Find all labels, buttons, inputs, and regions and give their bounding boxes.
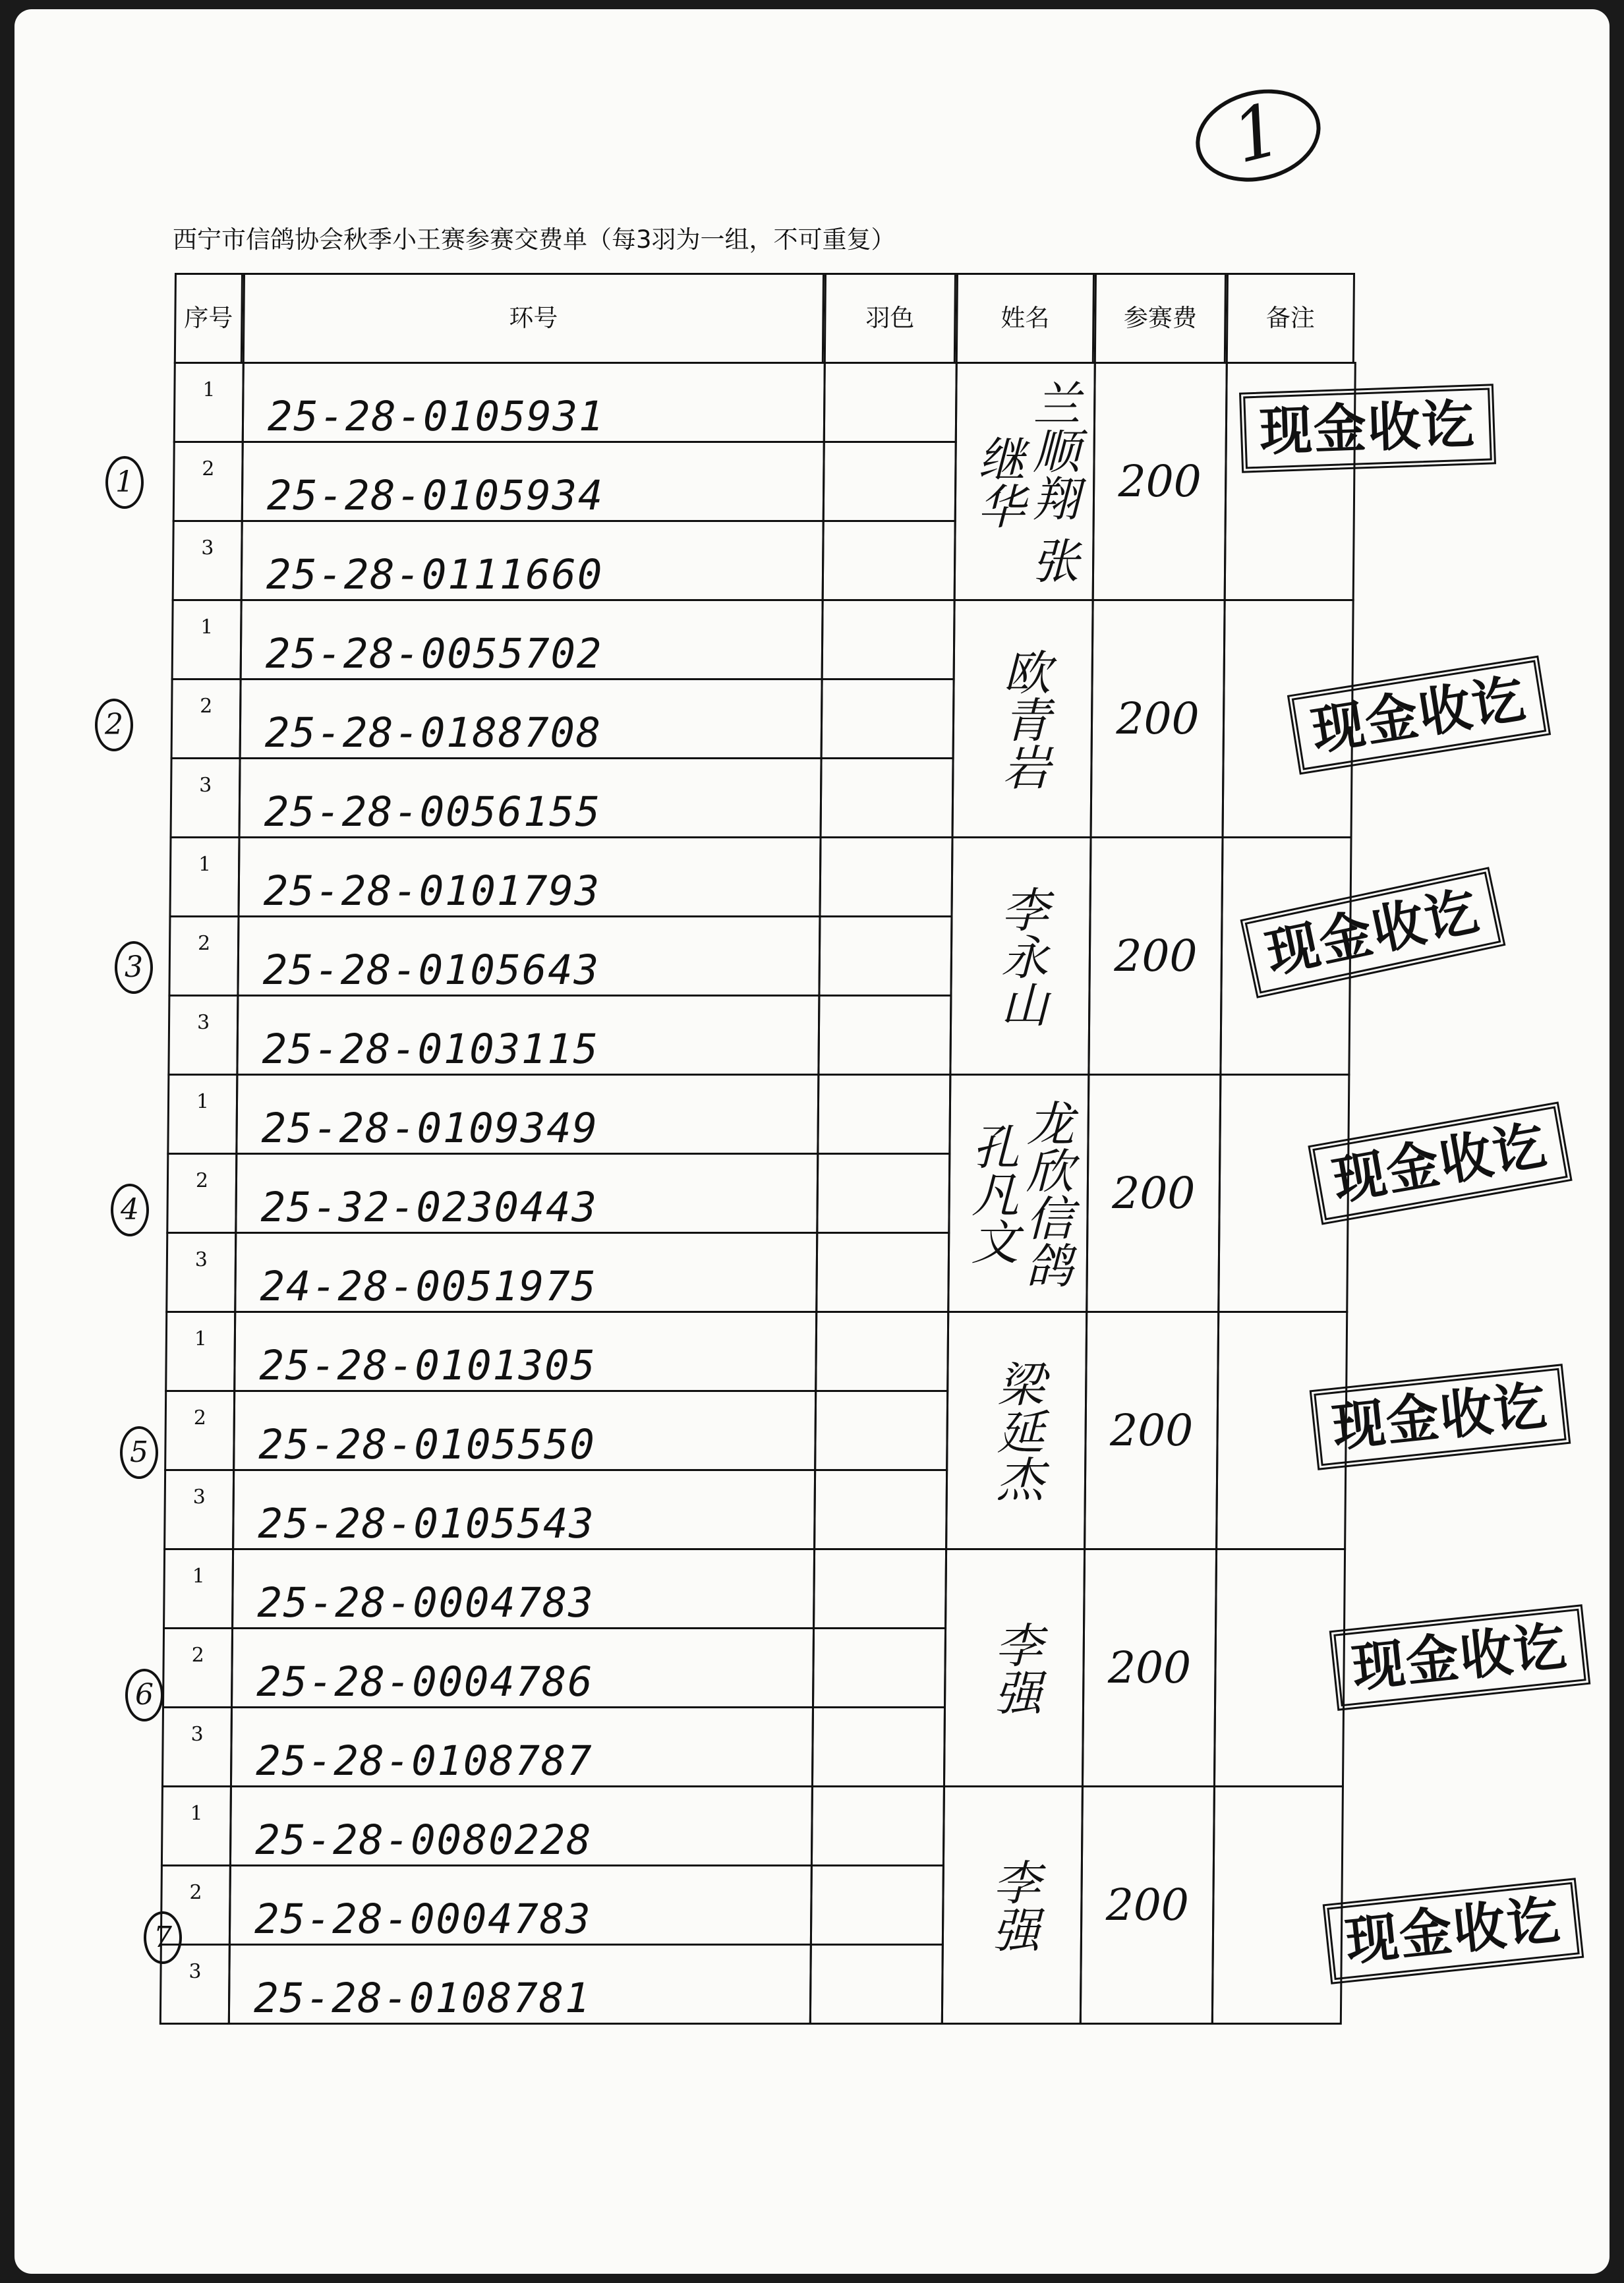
cash-received-stamp: 现金收讫 bbox=[1323, 1878, 1584, 1984]
seq-cell: 1 bbox=[161, 1785, 232, 1866]
seq-cell: 2 bbox=[166, 1153, 237, 1234]
name-cell: 龙欣信鸽 孔凡文 bbox=[947, 1074, 1089, 1313]
ring-number-cell: 25-28-0105643 bbox=[237, 915, 821, 997]
ring-number-cell: 25-28-0105543 bbox=[232, 1469, 816, 1550]
group-number-mark: 4 bbox=[111, 1184, 149, 1236]
seq-cell: 2 bbox=[168, 915, 239, 997]
seq-cell: 1 bbox=[163, 1548, 234, 1629]
ring-number-cell: 25-28-0105550 bbox=[233, 1390, 817, 1471]
fee-cell: 200 bbox=[1084, 1311, 1219, 1550]
ring-number-cell: 25-28-0188708 bbox=[239, 678, 823, 759]
seq-cell: 3 bbox=[163, 1469, 235, 1550]
seq-cell: 1 bbox=[167, 1074, 238, 1155]
group-number-mark: 1 bbox=[105, 456, 144, 509]
seq-cell: 1 bbox=[169, 836, 240, 917]
feather-color-cell bbox=[815, 1232, 950, 1313]
seq-cell: 2 bbox=[164, 1390, 235, 1471]
cash-received-stamp: 现金收讫 bbox=[1329, 1604, 1591, 1711]
group-number-mark: 3 bbox=[115, 941, 153, 994]
ring-number-cell: 25-28-0108787 bbox=[230, 1706, 814, 1787]
group-number-mark: 2 bbox=[95, 699, 133, 751]
ring-number-cell: 25-28-0105931 bbox=[242, 362, 826, 443]
seq-cell: 1 bbox=[171, 599, 243, 680]
ring-number-cell: 25-28-0004786 bbox=[231, 1627, 815, 1708]
name-cell: 欧青岩 bbox=[952, 599, 1094, 838]
fee-table bbox=[161, 273, 1353, 2022]
cash-received-stamp: 现金收讫 bbox=[1310, 1364, 1571, 1470]
ring-number-cell: 25-28-0056155 bbox=[239, 757, 823, 838]
cash-received-stamp: 现金收讫 bbox=[1308, 1101, 1572, 1225]
group-number-mark: 7 bbox=[144, 1911, 182, 1964]
seq-cell: 3 bbox=[170, 757, 241, 838]
feather-color-cell bbox=[816, 1153, 950, 1234]
feather-color-cell bbox=[809, 1944, 944, 2025]
fee-cell: 200 bbox=[1086, 1074, 1221, 1313]
group-number-mark: 5 bbox=[120, 1426, 158, 1479]
name-cell: 李强 bbox=[943, 1548, 1086, 1787]
ring-number-cell: 25-28-0101793 bbox=[237, 836, 821, 917]
seq-cell: 3 bbox=[161, 1706, 233, 1787]
seq-cell: 3 bbox=[172, 520, 243, 601]
ring-number-cell: 25-28-0004783 bbox=[229, 1864, 813, 1946]
feather-color-cell bbox=[815, 1311, 949, 1392]
ring-number-cell: 25-28-0055702 bbox=[240, 599, 824, 680]
feather-color-cell bbox=[821, 678, 955, 759]
header-seq: 序号 bbox=[174, 273, 243, 364]
feather-color-cell bbox=[811, 1706, 946, 1787]
note-cell bbox=[1213, 1548, 1346, 1787]
feather-color-cell bbox=[820, 757, 954, 838]
fee-cell: 200 bbox=[1092, 362, 1228, 601]
feather-color-cell bbox=[822, 520, 956, 601]
feather-color-cell bbox=[818, 915, 952, 997]
name-cell: 李强 bbox=[941, 1785, 1084, 2025]
ring-number-cell: 25-28-0105934 bbox=[241, 441, 825, 522]
ring-number-cell: 25-28-0103115 bbox=[236, 995, 820, 1076]
ring-number-cell: 25-28-0111660 bbox=[241, 520, 825, 601]
seq-cell: 1 bbox=[173, 362, 245, 443]
group-number-mark: 6 bbox=[125, 1669, 163, 1721]
cash-received-stamp: 现金收讫 bbox=[1240, 867, 1506, 998]
feather-color-cell bbox=[810, 1864, 944, 1946]
header-note: 备注 bbox=[1226, 273, 1355, 364]
document-title: 西宁市信鸽协会秋季小王赛参赛交费单（每3羽为一组，不可重复） bbox=[173, 225, 896, 254]
ring-number-cell: 25-28-0004783 bbox=[231, 1548, 815, 1629]
ring-number-cell: 25-32-0230443 bbox=[235, 1153, 819, 1234]
header-name: 姓名 bbox=[956, 273, 1095, 364]
fee-cell: 200 bbox=[1080, 1785, 1215, 2025]
cash-received-stamp: 现金收讫 bbox=[1239, 384, 1496, 473]
feather-color-cell bbox=[812, 1627, 946, 1708]
ring-number-cell: 24-28-0051975 bbox=[234, 1232, 818, 1313]
paper-sheet bbox=[14, 9, 1610, 2274]
fee-cell: 200 bbox=[1088, 836, 1223, 1076]
seq-cell: 2 bbox=[171, 678, 242, 759]
name-cell: 梁延杰 bbox=[945, 1311, 1088, 1550]
feather-color-cell bbox=[817, 995, 952, 1076]
seq-cell: 2 bbox=[173, 441, 244, 522]
feather-color-cell bbox=[814, 1390, 948, 1471]
feather-color-cell bbox=[823, 441, 957, 522]
header-ring: 环号 bbox=[243, 273, 825, 364]
feather-color-cell bbox=[819, 836, 953, 917]
fee-cell: 200 bbox=[1082, 1548, 1217, 1787]
feather-color-cell bbox=[813, 1548, 947, 1629]
ring-number-cell: 25-28-0108781 bbox=[228, 1944, 812, 2025]
seq-cell: 1 bbox=[165, 1311, 236, 1392]
cash-received-stamp: 现金收讫 bbox=[1287, 656, 1551, 775]
feather-color-cell bbox=[811, 1785, 945, 1866]
ring-number-cell: 25-28-0101305 bbox=[233, 1311, 817, 1392]
feather-color-cell bbox=[821, 599, 956, 680]
seq-cell: 2 bbox=[160, 1864, 231, 1946]
seq-cell: 3 bbox=[165, 1232, 237, 1313]
seq-cell: 2 bbox=[162, 1627, 233, 1708]
ring-number-cell: 25-28-0109349 bbox=[235, 1074, 819, 1155]
fee-cell: 200 bbox=[1090, 599, 1226, 838]
feather-color-cell bbox=[813, 1469, 948, 1550]
header-color: 羽色 bbox=[824, 273, 956, 364]
name-cell: 李永山 bbox=[949, 836, 1091, 1076]
ring-number-cell: 25-28-0080228 bbox=[229, 1785, 813, 1866]
seq-cell: 3 bbox=[167, 995, 239, 1076]
feather-color-cell bbox=[823, 362, 958, 443]
header-fee: 参赛费 bbox=[1094, 273, 1227, 364]
seq-cell: 3 bbox=[160, 1944, 231, 2025]
page-number: 1 bbox=[1186, 80, 1327, 187]
name-cell: 兰顺翔 张继华 bbox=[954, 362, 1096, 601]
feather-color-cell bbox=[817, 1074, 951, 1155]
